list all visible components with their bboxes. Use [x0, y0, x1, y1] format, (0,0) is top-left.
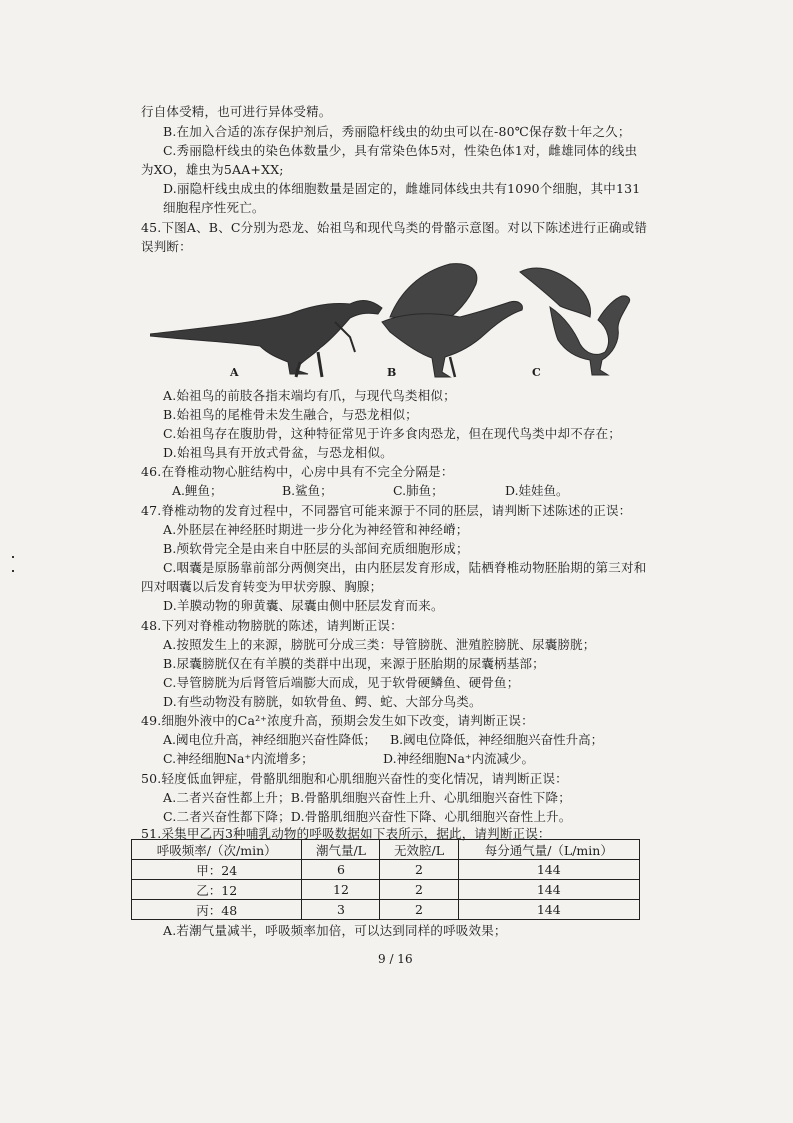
- table-header-row: [132, 840, 640, 860]
- table-cell: 144: [458, 900, 639, 920]
- question-48: 48.下列对脊椎动物膀胱的陈述，请判断正误：: [141, 618, 403, 633]
- table-cell: 丙：48: [132, 900, 302, 920]
- table-row: [132, 880, 640, 900]
- q47-option-d: D.羊膜动物的卵黄囊、尿囊由侧中胚层发育而来。: [163, 598, 444, 613]
- question-51: 51.采集甲乙丙3种哺乳动物的呼吸数据如下表所示，据此，请判断正误：: [141, 826, 551, 841]
- table-header: 每分通气量/（L/min）: [458, 840, 639, 860]
- q45-option-a: A.始祖鸟的前肢各指末端均有爪，与现代鸟类相似；: [163, 388, 456, 403]
- q46-option-b: B.鲨鱼；: [282, 483, 333, 498]
- q45-option-c: C.始祖鸟存在腹肋骨，这种特征常见于许多食肉恐龙，但在现代鸟类中却不存在；: [163, 426, 621, 441]
- skeleton-figure: [150, 262, 645, 382]
- q49-option-d: D.神经细胞Na⁺内流减少。: [383, 751, 535, 766]
- dinosaur-skeleton: [150, 301, 382, 377]
- table-header: 潮气量/L: [302, 840, 380, 860]
- question-45: 45.下图A、B、C分别为恐龙、始祖鸟和现代鸟类的骨骼示意图。对以下陈述进行正确或错: [141, 220, 648, 235]
- page-number: 9 / 16: [378, 952, 413, 966]
- scan-mark: [12, 556, 14, 558]
- q48-option-a: A.按照发生上的来源，膀胱可分成三类：导管膀胱、泄殖腔膀胱、尿囊膀胱；: [163, 637, 596, 652]
- text-line: 四对咽囊以后发育转变为甲状旁腺、胸腺；: [141, 579, 383, 594]
- table-cell: 乙：12: [132, 880, 302, 900]
- q47-option-a: A.外胚层在神经胚时期进一步分化为神经管和神经嵴；: [163, 522, 469, 537]
- table-cell: 12: [302, 880, 380, 900]
- table-row: [132, 860, 640, 880]
- figure-label-c: C: [532, 366, 541, 379]
- q49-option-c: C.神经细胞Na⁺内流增多；: [163, 751, 314, 766]
- respiration-table: [131, 839, 640, 920]
- q46-option-a: A.鲤鱼；: [172, 483, 223, 498]
- q49-option-a: A.阈电位升高，神经细胞兴奋性降低；: [163, 732, 377, 747]
- table-cell: 2: [380, 900, 458, 920]
- table-row: [132, 900, 640, 920]
- table-cell: 144: [458, 880, 639, 900]
- q47-option-c: C.咽囊是原肠靠前部分两侧突出，由内胚层发育形成，陆栖脊椎动物胚胎期的第三对和: [163, 560, 647, 575]
- question-46: 46.在脊椎动物心脏结构中，心房中具有不完全分隔是：: [141, 464, 454, 479]
- table-cell: 甲：24: [132, 860, 302, 880]
- q48-option-d: D.有些动物没有膀胱，如软骨鱼、鳄、蛇、大部分鸟类。: [163, 694, 482, 709]
- modern-bird-skeleton: [520, 268, 630, 375]
- question-47: 47.脊椎动物的发育过程中，不同器官可能来源于不同的胚层，请判断下述陈述的正误：: [141, 503, 632, 518]
- option-d: D.丽隐杆线虫成虫的体细胞数量是固定的，雌雄同体线虫共有1090个细胞，其中131: [163, 181, 641, 196]
- option-b: B.在加入合适的冻存保护剂后，秀丽隐杆线虫的幼虫可以在-80℃保存数十年之久；: [163, 124, 631, 139]
- q45-option-d: D.始祖鸟具有开放式骨盆，与恐龙相似。: [163, 445, 393, 460]
- table-cell: 6: [302, 860, 380, 880]
- table-cell: 3: [302, 900, 380, 920]
- q51-option-a: A.若潮气量减半，呼吸频率加倍，可以达到同样的呼吸效果；: [163, 923, 507, 938]
- table-header: 无效腔/L: [380, 840, 458, 860]
- q50-options-row1: A.二者兴奋性都上升；B.骨骼肌细胞兴奋性上升、心肌细胞兴奋性下降；: [163, 790, 571, 805]
- figure-label-b: B: [387, 366, 397, 379]
- archaeopteryx-skeleton: [382, 264, 522, 377]
- table-cell: 2: [380, 880, 458, 900]
- table-cell: 144: [458, 860, 639, 880]
- q47-option-b: B.颅软骨完全是由来自中胚层的头部间充质细胞形成；: [163, 541, 469, 556]
- option-c: C.秀丽隐杆线虫的染色体数量少，具有常染色体5对，性染色体1对，雌雄同体的线虫: [163, 143, 638, 158]
- text-line: 为XO，雄虫为5AA+XX;: [141, 162, 284, 177]
- q46-option-d: D.娃娃鱼。: [505, 483, 569, 498]
- scan-mark: [12, 570, 14, 572]
- q45-option-b: B.始祖鸟的尾椎骨未发生融合，与恐龙相似；: [163, 407, 418, 422]
- q50-options-row2: C.二者兴奋性都下降；D.骨骼肌细胞兴奋性下降、心肌细胞兴奋性上升。: [163, 809, 572, 824]
- skeleton-illustration: [150, 262, 645, 382]
- q46-option-c: C.肺鱼；: [393, 483, 444, 498]
- question-50: 50.轻度低血钾症，骨骼肌细胞和心肌细胞兴奋性的变化情况，请判断正误：: [141, 771, 568, 786]
- q48-option-b: B.尿囊膀胱仅在有羊膜的类群中出现，来源于胚胎期的尿囊柄基部；: [163, 656, 545, 671]
- text-line: 行自体受精，也可进行异体受精。: [141, 104, 332, 119]
- table-cell: 2: [380, 860, 458, 880]
- q49-option-b: B.阈电位降低，神经细胞兴奋性升高；: [390, 732, 604, 747]
- text-line: 细胞程序性死亡。: [163, 200, 265, 215]
- table-header: 呼吸频率/（次/min）: [132, 840, 302, 860]
- q48-option-c: C.导管膀胱为后肾管后端膨大而成，见于软骨硬鳞鱼、硬骨鱼；: [163, 675, 520, 690]
- figure-label-a: A: [230, 366, 239, 379]
- text-line: 误判断：: [141, 239, 192, 254]
- question-49: 49.细胞外液中的Ca²⁺浓度升高，预期会发生如下改变，请判断正误：: [141, 713, 534, 728]
